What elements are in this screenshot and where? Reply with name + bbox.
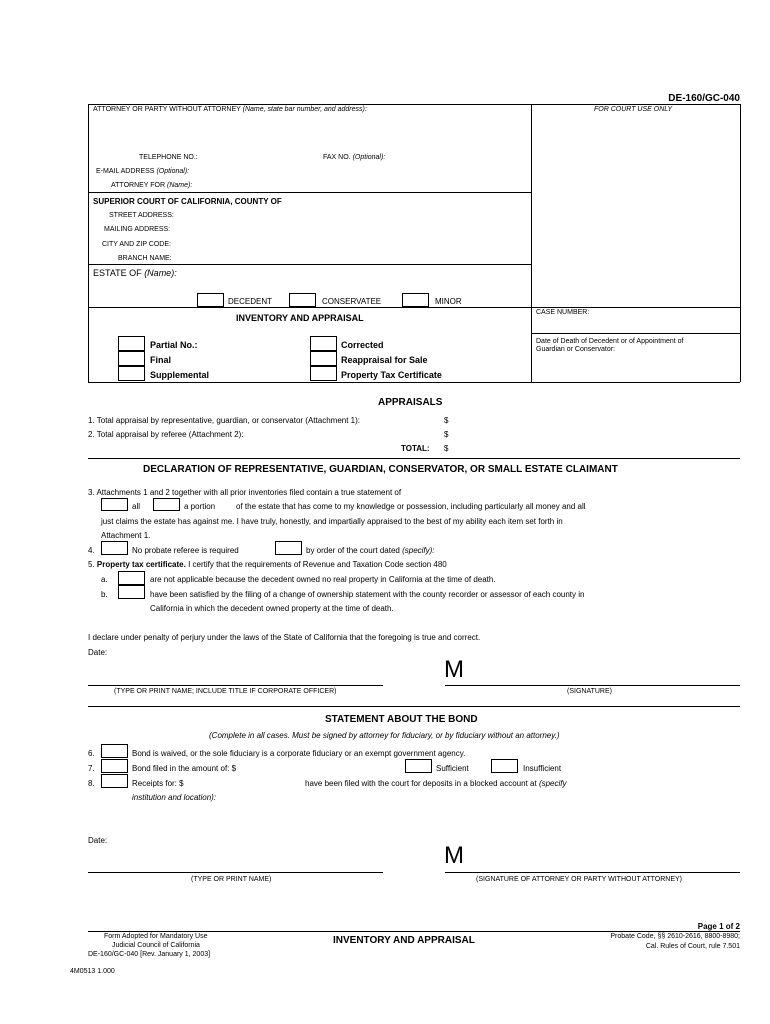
option-property-tax: Property Tax Certificate xyxy=(341,370,442,380)
option-reappraisal: Reappraisal for Sale xyxy=(341,355,428,365)
form-number: DE-160/GC-040 xyxy=(668,93,740,104)
item-6-number: 6. xyxy=(88,749,95,758)
item-5a-text: are not applicable because the decedent owned no real property in California at the time of death. xyxy=(150,575,496,584)
fax-label: FAX NO. (Optional): xyxy=(323,154,386,161)
adopted-line-1: Form Adopted for Mandatory Use xyxy=(104,933,208,940)
header-top-rule xyxy=(88,104,740,105)
all-checkbox[interactable] xyxy=(101,498,128,511)
partial-checkbox[interactable] xyxy=(118,336,145,351)
appraisal-line-2: 2. Total appraisal by referee (Attachment 2): xyxy=(88,430,244,439)
court-use-divider xyxy=(531,104,532,382)
appraisals-title: APPRAISALS xyxy=(378,397,443,408)
item-3-line-3: just claims the estate has against me. I have truly, honestly, and impartially appraised to the best of my ability each item set forth in xyxy=(101,517,563,526)
inventory-title: INVENTORY AND APPRAISAL xyxy=(236,313,364,323)
declaration-date-label: Date: xyxy=(88,648,108,657)
court-title: SUPERIOR COURT OF CALIFORNIA, COUNTY OF xyxy=(93,197,282,206)
adopted-line-3: DE-160/GC-040 [Rev. January 1, 2003] xyxy=(88,951,211,958)
appraisal-total-dollar: $ xyxy=(444,444,449,453)
conservatee-label: CONSERVATEE xyxy=(322,297,382,306)
item-8-number: 8. xyxy=(88,779,95,788)
attorney-label: ATTORNEY OR PARTY WITHOUT ATTORNEY (Name, state bar number, and address): xyxy=(93,106,367,113)
all-label: all xyxy=(132,502,141,511)
property-tax-checkbox[interactable] xyxy=(310,366,337,381)
item-4-number: 4. xyxy=(88,546,95,555)
reappraisal-checkbox[interactable] xyxy=(310,351,337,366)
decedent-checkbox[interactable] xyxy=(197,293,224,307)
court-order-checkbox[interactable] xyxy=(275,541,302,555)
declaration-title: DECLARATION OF REPRESENTATIVE, GUARDIAN, CONSERVATOR, OR SMALL ESTATE CLAIMANT xyxy=(143,464,618,475)
item-7-number: 7. xyxy=(88,764,95,773)
item-6-text: Bond is waived, or the sole fiduciary is a corporate fiduciary or an exempt government agency. xyxy=(132,749,466,758)
attorney-for-label: ATTORNEY FOR (Name): xyxy=(111,182,193,189)
conservatee-checkbox[interactable] xyxy=(289,293,316,307)
telephone-label: TELEPHONE NO.: xyxy=(139,154,198,161)
city-zip-label: CITY AND ZIP CODE: xyxy=(102,241,171,248)
date-of-death-label-2: Guardian or Conservator: xyxy=(536,346,615,353)
item-5a-checkbox[interactable] xyxy=(118,571,145,585)
bond-date-label: Date: xyxy=(88,836,108,845)
code-line-2: Cal. Rules of Court, rule 7.501 xyxy=(645,943,740,950)
declaration-name-line xyxy=(88,685,383,686)
street-address-label: STREET ADDRESS: xyxy=(109,212,174,219)
option-corrected: Corrected xyxy=(341,340,384,350)
item-4-order: by order of the court dated (specify): xyxy=(306,546,435,555)
item-8-text: Receipts for: $ xyxy=(132,779,184,788)
rule-after-attorney xyxy=(88,192,531,193)
corrected-checkbox[interactable] xyxy=(310,336,337,351)
item-7-text: Bond filed in the amount of: $ xyxy=(132,764,237,773)
footer-rule xyxy=(88,931,740,932)
case-number-label: CASE NUMBER: xyxy=(536,309,590,316)
sufficient-label: Sufficient xyxy=(436,764,469,773)
insufficient-label: Insufficient xyxy=(523,764,562,773)
option-partial: Partial No.: xyxy=(150,340,198,350)
receipts-checkbox[interactable] xyxy=(101,774,128,788)
item-3-line-4: Attachment 1. xyxy=(101,531,151,540)
declaration-print-name: (TYPE OR PRINT NAME; INCLUDE TITLE IF CORPORATE OFFICER) xyxy=(114,688,337,695)
appraisal-total-label: TOTAL: xyxy=(401,444,430,453)
item-5b-checkbox[interactable] xyxy=(118,585,145,599)
item-5b-text: have been satisfied by the filing of a change of ownership statement with the county recorder or assessor of each county in xyxy=(150,590,585,599)
sufficient-checkbox[interactable] xyxy=(405,759,432,773)
header-right-rule xyxy=(740,104,741,382)
item-5b-text-2: California in which the decedent owned property at the time of death. xyxy=(150,604,394,613)
bond-signature-mark[interactable]: M xyxy=(444,842,464,869)
appraisal-line-1: 1. Total appraisal by representative, guardian, or conservator (Attachment 1): xyxy=(88,416,360,425)
bond-print-name: (TYPE OR PRINT NAME) xyxy=(191,876,272,883)
appraisal-line-2-dollar: $ xyxy=(444,430,449,439)
item-8-continuation: have been filed with the court for deposits in a blocked account at (specify xyxy=(305,779,567,788)
bond-name-line xyxy=(88,872,383,873)
bond-filed-checkbox[interactable] xyxy=(101,759,128,773)
item-5b-label: b. xyxy=(101,590,108,599)
no-referee-checkbox[interactable] xyxy=(101,541,128,555)
footer-title: INVENTORY AND APPRAISAL xyxy=(333,935,475,946)
court-use-label: FOR COURT USE ONLY xyxy=(594,106,673,113)
email-label: E-MAIL ADDRESS (Optional): xyxy=(96,168,190,175)
decedent-label: DECEDENT xyxy=(228,297,273,306)
branch-name-label: BRANCH NAME: xyxy=(118,255,172,262)
code-line-1: Probate Code, §§ 2610-2616, 8800-8980; xyxy=(610,933,740,940)
form-code-id: 4M0513 1.000 xyxy=(70,968,115,975)
date-of-death-label: Date of Death of Decedent or of Appointment of xyxy=(536,338,684,345)
mailing-address-label: MAILING ADDRESS: xyxy=(104,226,171,233)
item-4-text: No probate referee is required xyxy=(132,546,239,555)
minor-label: MINOR xyxy=(435,297,462,306)
item-5-text: 5. Property tax certificate. I certify that the requirements of Revenue and Taxation Code section 480 xyxy=(88,560,447,569)
option-supplemental: Supplemental xyxy=(150,370,210,380)
item-5a-label: a. xyxy=(101,575,108,584)
rule-case-number xyxy=(531,333,740,334)
rule-after-estate xyxy=(88,307,740,308)
final-checkbox[interactable] xyxy=(118,351,145,366)
item-3-text: 3. Attachments 1 and 2 together with all prior inventories filed contain a true statement of xyxy=(88,488,402,497)
rule-after-court xyxy=(88,264,531,265)
adopted-line-2: Judicial Council of California xyxy=(112,942,200,949)
a-portion-label: a portion xyxy=(184,502,216,511)
declaration-signature-label: (SIGNATURE) xyxy=(567,688,612,695)
header-bottom-rule xyxy=(88,382,740,383)
estate-label: ESTATE OF (Name): xyxy=(93,268,177,278)
page-number: Page 1 of 2 xyxy=(697,922,740,931)
declaration-bottom-rule xyxy=(88,706,740,707)
header-left-rule xyxy=(88,104,89,382)
item-3-continuation: of the estate that has come to my knowledge or possession, including particularly all money and all xyxy=(236,502,586,511)
a-portion-checkbox[interactable] xyxy=(153,498,180,511)
appraisal-line-1-dollar: $ xyxy=(444,416,449,425)
bond-signature-label: (SIGNATURE OF ATTORNEY OR PARTY WITHOUT ATTORNEY) xyxy=(476,876,683,883)
bond-title: STATEMENT ABOUT THE BOND xyxy=(325,714,478,725)
supplemental-checkbox[interactable] xyxy=(118,366,145,381)
declaration-signature-mark[interactable]: M xyxy=(444,656,464,683)
bond-signature-line xyxy=(445,872,740,873)
bond-waived-checkbox[interactable] xyxy=(101,744,128,758)
item-8-line-2: institution and location): xyxy=(132,793,217,802)
option-final: Final xyxy=(150,355,172,365)
insufficient-checkbox[interactable] xyxy=(491,759,518,773)
appraisals-rule xyxy=(88,458,740,459)
declaration-signature-line xyxy=(445,685,740,686)
perjury-statement: I declare under penalty of perjury under the laws of the State of California that the foregoing is true and correct. xyxy=(88,633,481,642)
minor-checkbox[interactable] xyxy=(402,293,429,307)
bond-subtitle: (Complete in all cases. Must be signed by attorney for fiduciary, or by fiduciary without an attorney.) xyxy=(209,731,560,740)
